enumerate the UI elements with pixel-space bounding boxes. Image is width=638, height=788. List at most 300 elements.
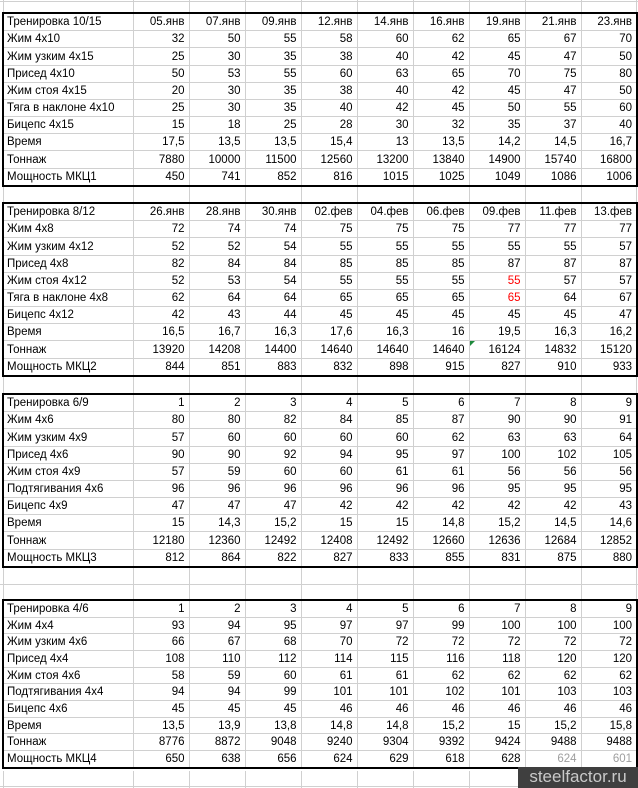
cell[interactable]: 64 (581, 429, 637, 446)
row-label[interactable]: Жим стоя 4x9 (3, 463, 133, 480)
cell[interactable]: 35 (245, 99, 301, 116)
cell[interactable]: 883 (245, 358, 301, 376)
cell[interactable]: 45 (413, 99, 469, 116)
cell[interactable]: 47 (133, 498, 189, 515)
cell[interactable]: 15120 (581, 341, 637, 358)
cell[interactable]: 100 (525, 617, 581, 634)
cell[interactable]: 95 (469, 480, 525, 497)
cell[interactable]: 14640 (413, 341, 469, 358)
row-label[interactable]: Жим узким 4x6 (3, 634, 133, 651)
cell[interactable]: 15 (469, 717, 525, 734)
cell[interactable]: 9304 (357, 734, 413, 751)
cell[interactable]: 57 (133, 463, 189, 480)
cell[interactable]: 80 (189, 412, 245, 429)
cell[interactable]: 87 (469, 255, 525, 272)
cell[interactable]: 90 (133, 446, 189, 463)
cell[interactable]: 57 (581, 238, 637, 255)
column-header[interactable]: 8 (525, 600, 581, 617)
cell[interactable]: 15 (301, 515, 357, 532)
row-label[interactable]: Тяга в наклоне 4x10 (3, 99, 133, 116)
cell[interactable]: 42 (357, 99, 413, 116)
cell[interactable]: 16 (413, 324, 469, 341)
row-label[interactable]: Подтягивания 4x4 (3, 684, 133, 701)
row-label[interactable]: Жим стоя 4x15 (3, 82, 133, 99)
cell[interactable]: 85 (357, 412, 413, 429)
row-label[interactable]: Присед 4x6 (3, 446, 133, 463)
cell[interactable]: 95 (525, 480, 581, 497)
cell[interactable]: 12852 (581, 532, 637, 549)
cell[interactable]: 827 (301, 549, 357, 567)
block-title[interactable]: Тренировка 4/6 (3, 600, 133, 617)
cell[interactable]: 60 (301, 65, 357, 82)
cell[interactable]: 47 (581, 307, 637, 324)
cell[interactable]: 656 (245, 751, 301, 768)
cell[interactable]: 14,6 (581, 515, 637, 532)
cell[interactable]: 45 (133, 701, 189, 718)
cell[interactable]: 52 (189, 238, 245, 255)
column-header[interactable]: 1 (133, 394, 189, 412)
cell[interactable]: 60 (301, 463, 357, 480)
row-label[interactable]: Тоннаж (3, 151, 133, 168)
cell[interactable]: 102 (525, 446, 581, 463)
cell[interactable]: 12360 (189, 532, 245, 549)
cell[interactable]: 18 (189, 117, 245, 134)
cell[interactable]: 96 (189, 480, 245, 497)
cell[interactable]: 46 (413, 701, 469, 718)
row-label[interactable]: Время (3, 324, 133, 341)
cell[interactable]: 105 (581, 446, 637, 463)
cell[interactable]: 12492 (245, 532, 301, 549)
cell[interactable]: 9240 (301, 734, 357, 751)
cell[interactable]: 60 (189, 429, 245, 446)
cell[interactable]: 70 (581, 31, 637, 48)
cell[interactable]: 816 (301, 168, 357, 186)
cell[interactable]: 100 (469, 617, 525, 634)
cell[interactable]: 13,9 (189, 717, 245, 734)
cell[interactable]: 8872 (189, 734, 245, 751)
cell[interactable]: 70 (301, 634, 357, 651)
cell[interactable]: 101 (469, 684, 525, 701)
cell[interactable]: 14832 (525, 341, 581, 358)
cell[interactable]: 85 (301, 255, 357, 272)
cell[interactable]: 84 (245, 255, 301, 272)
cell[interactable]: 13,8 (245, 717, 301, 734)
cell[interactable]: 65 (413, 289, 469, 306)
cell[interactable]: 855 (413, 549, 469, 567)
cell[interactable]: 12636 (469, 532, 525, 549)
column-header[interactable]: 5 (357, 394, 413, 412)
cell[interactable]: 13840 (413, 151, 469, 168)
cell[interactable]: 42 (413, 82, 469, 99)
cell[interactable]: 42 (525, 498, 581, 515)
cell[interactable]: 54 (245, 272, 301, 289)
cell[interactable]: 628 (469, 751, 525, 768)
cell[interactable]: 844 (133, 358, 189, 376)
cell[interactable]: 14640 (301, 341, 357, 358)
cell[interactable]: 55 (301, 238, 357, 255)
cell[interactable]: 833 (357, 549, 413, 567)
column-header[interactable]: 07.янв (189, 13, 245, 31)
column-header[interactable]: 1 (133, 600, 189, 617)
cell[interactable]: 54 (245, 238, 301, 255)
cell[interactable]: 13,5 (413, 134, 469, 151)
cell[interactable]: 15,2 (469, 515, 525, 532)
cell[interactable]: 62 (581, 667, 637, 684)
column-header[interactable]: 8 (525, 394, 581, 412)
cell[interactable]: 46 (581, 701, 637, 718)
row-label[interactable]: Тоннаж (3, 734, 133, 751)
cell[interactable]: 58 (301, 31, 357, 48)
column-header[interactable]: 4 (301, 600, 357, 617)
column-header[interactable]: 7 (469, 600, 525, 617)
column-header[interactable]: 05.янв (133, 13, 189, 31)
cell[interactable]: 85 (357, 255, 413, 272)
cell[interactable]: 75 (301, 221, 357, 238)
cell[interactable]: 47 (189, 498, 245, 515)
cell[interactable]: 14,8 (413, 515, 469, 532)
cell[interactable]: 60 (357, 31, 413, 48)
column-header[interactable]: 12.янв (301, 13, 357, 31)
cell[interactable]: 16,3 (525, 324, 581, 341)
cell[interactable]: 72 (413, 634, 469, 651)
cell[interactable]: 101 (301, 684, 357, 701)
cell[interactable]: 17,5 (133, 134, 189, 151)
cell[interactable]: 96 (301, 480, 357, 497)
cell[interactable]: 14,2 (469, 134, 525, 151)
cell[interactable]: 65 (301, 289, 357, 306)
cell[interactable]: 13,5 (189, 134, 245, 151)
cell[interactable]: 110 (189, 651, 245, 668)
cell[interactable]: 60 (245, 429, 301, 446)
cell[interactable]: 64 (245, 289, 301, 306)
cell[interactable]: 7880 (133, 151, 189, 168)
cell[interactable]: 831 (469, 549, 525, 567)
cell[interactable]: 56 (469, 463, 525, 480)
cell[interactable]: 97 (357, 617, 413, 634)
cell[interactable]: 50 (581, 48, 637, 65)
cell[interactable]: 9488 (525, 734, 581, 751)
cell[interactable]: 97 (413, 446, 469, 463)
row-label[interactable]: Бицепс 4x15 (3, 117, 133, 134)
cell[interactable]: 103 (581, 684, 637, 701)
cell[interactable]: 20 (133, 82, 189, 99)
cell[interactable]: 67 (189, 634, 245, 651)
cell[interactable]: 450 (133, 168, 189, 186)
cell[interactable]: 42 (301, 498, 357, 515)
cell[interactable]: 75 (357, 221, 413, 238)
cell[interactable]: 120 (525, 651, 581, 668)
cell[interactable]: 95 (581, 480, 637, 497)
cell[interactable]: 40 (357, 82, 413, 99)
cell[interactable]: 87 (581, 255, 637, 272)
cell[interactable]: 8776 (133, 734, 189, 751)
cell[interactable]: 55 (301, 272, 357, 289)
cell[interactable]: 864 (189, 549, 245, 567)
column-header[interactable]: 06.фев (413, 203, 469, 221)
cell[interactable]: 84 (189, 255, 245, 272)
cell[interactable]: 82 (245, 412, 301, 429)
cell[interactable]: 624 (301, 751, 357, 768)
cell[interactable]: 62 (413, 667, 469, 684)
row-label[interactable]: Мощность МКЦ4 (3, 751, 133, 768)
cell[interactable]: 852 (245, 168, 301, 186)
cell[interactable]: 74 (189, 221, 245, 238)
cell[interactable]: 65 (469, 289, 525, 306)
cell[interactable]: 118 (469, 651, 525, 668)
cell[interactable]: 45 (301, 307, 357, 324)
cell[interactable]: 99 (413, 617, 469, 634)
cell[interactable]: 35 (245, 48, 301, 65)
column-header[interactable]: 6 (413, 600, 469, 617)
cell[interactable]: 75 (413, 221, 469, 238)
cell[interactable]: 15,4 (301, 134, 357, 151)
cell[interactable]: 14,8 (301, 717, 357, 734)
cell[interactable]: 47 (525, 48, 581, 65)
cell[interactable]: 13,5 (245, 134, 301, 151)
cell[interactable]: 13920 (133, 341, 189, 358)
row-label[interactable]: Мощность МКЦ3 (3, 549, 133, 567)
cell[interactable]: 55 (469, 238, 525, 255)
cell[interactable]: 59 (189, 463, 245, 480)
cell[interactable]: 37 (525, 117, 581, 134)
cell[interactable]: 45 (469, 307, 525, 324)
cell[interactable]: 741 (189, 168, 245, 186)
cell[interactable]: 77 (581, 221, 637, 238)
cell[interactable]: 1006 (581, 168, 637, 186)
column-header[interactable]: 4 (301, 394, 357, 412)
cell[interactable]: 15740 (525, 151, 581, 168)
row-label[interactable]: Жим узким 4x15 (3, 48, 133, 65)
row-label[interactable]: Время (3, 717, 133, 734)
cell[interactable]: 16,5 (133, 324, 189, 341)
cell[interactable]: 52 (133, 272, 189, 289)
cell[interactable]: 59 (189, 667, 245, 684)
cell[interactable]: 14400 (245, 341, 301, 358)
cell[interactable]: 75 (525, 65, 581, 82)
column-header[interactable]: 2 (189, 394, 245, 412)
row-label[interactable]: Жим 4x10 (3, 31, 133, 48)
cell[interactable]: 1025 (413, 168, 469, 186)
cell[interactable]: 12660 (413, 532, 469, 549)
cell[interactable]: 30 (357, 117, 413, 134)
cell[interactable]: 822 (245, 549, 301, 567)
row-label[interactable]: Тяга в наклоне 4x8 (3, 289, 133, 306)
row-label[interactable]: Мощность МКЦ2 (3, 358, 133, 376)
cell[interactable]: 16,7 (581, 134, 637, 151)
column-header[interactable]: 7 (469, 394, 525, 412)
row-label[interactable]: Бицепс 4x12 (3, 307, 133, 324)
cell[interactable]: 42 (469, 498, 525, 515)
column-header[interactable]: 14.янв (357, 13, 413, 31)
row-label[interactable]: Время (3, 515, 133, 532)
cell[interactable]: 65 (413, 65, 469, 82)
cell[interactable]: 42 (357, 498, 413, 515)
cell[interactable]: 55 (357, 272, 413, 289)
cell[interactable]: 1086 (525, 168, 581, 186)
cell[interactable]: 101 (357, 684, 413, 701)
row-label[interactable]: Тоннаж (3, 341, 133, 358)
cell[interactable]: 1015 (357, 168, 413, 186)
cell[interactable]: 875 (525, 549, 581, 567)
column-header[interactable]: 26.янв (133, 203, 189, 221)
cell[interactable]: 57 (525, 272, 581, 289)
cell[interactable]: 32 (133, 31, 189, 48)
cell[interactable]: 60 (245, 463, 301, 480)
cell[interactable]: 93 (133, 617, 189, 634)
cell[interactable]: 84 (301, 412, 357, 429)
cell[interactable]: 25 (245, 117, 301, 134)
column-header[interactable]: 04.фев (357, 203, 413, 221)
cell[interactable]: 50 (581, 82, 637, 99)
cell[interactable]: 103 (525, 684, 581, 701)
cell[interactable]: 42 (413, 48, 469, 65)
cell[interactable]: 53 (189, 272, 245, 289)
cell[interactable]: 85 (413, 255, 469, 272)
cell[interactable]: 55 (413, 272, 469, 289)
column-header[interactable]: 9 (581, 600, 637, 617)
cell[interactable]: 19,5 (469, 324, 525, 341)
column-header[interactable]: 11.фев (525, 203, 581, 221)
row-label[interactable]: Жим 4x8 (3, 221, 133, 238)
cell[interactable]: 62 (133, 289, 189, 306)
cell[interactable]: 12560 (301, 151, 357, 168)
cell[interactable]: 15 (133, 515, 189, 532)
cell[interactable]: 44 (245, 307, 301, 324)
cell[interactable]: 61 (357, 667, 413, 684)
cell[interactable]: 67 (581, 289, 637, 306)
cell[interactable]: 45 (525, 307, 581, 324)
cell[interactable]: 52 (133, 238, 189, 255)
cell[interactable]: 14,8 (357, 717, 413, 734)
cell[interactable]: 90 (525, 412, 581, 429)
row-label[interactable]: Жим узким 4x12 (3, 238, 133, 255)
cell[interactable]: 62 (413, 429, 469, 446)
row-label[interactable]: Присед 4x8 (3, 255, 133, 272)
column-header[interactable]: 28.янв (189, 203, 245, 221)
cell[interactable]: 46 (525, 701, 581, 718)
cell[interactable]: 45 (413, 307, 469, 324)
cell[interactable]: 72 (469, 634, 525, 651)
column-header[interactable]: 2 (189, 600, 245, 617)
cell[interactable]: 62 (525, 667, 581, 684)
cell[interactable]: 120 (581, 651, 637, 668)
cell[interactable]: 50 (133, 65, 189, 82)
cell[interactable]: 30 (189, 82, 245, 99)
column-header[interactable]: 6 (413, 394, 469, 412)
row-label[interactable]: Жим 4x4 (3, 617, 133, 634)
cell[interactable]: 112 (245, 651, 301, 668)
cell[interactable]: 14,5 (525, 515, 581, 532)
cell[interactable]: 114 (301, 651, 357, 668)
cell[interactable]: 14,5 (525, 134, 581, 151)
cell[interactable]: 61 (413, 463, 469, 480)
cell[interactable]: 60 (581, 99, 637, 116)
cell[interactable]: 12492 (357, 532, 413, 549)
column-header[interactable]: 9 (581, 394, 637, 412)
cell[interactable]: 72 (581, 634, 637, 651)
cell[interactable]: 14900 (469, 151, 525, 168)
cell[interactable]: 47 (245, 498, 301, 515)
cell[interactable]: 45 (189, 701, 245, 718)
cell[interactable]: 15,8 (581, 717, 637, 734)
cell[interactable]: 115 (357, 651, 413, 668)
cell[interactable]: 94 (133, 684, 189, 701)
row-label[interactable]: Присед 4x4 (3, 651, 133, 668)
cell[interactable]: 60 (301, 429, 357, 446)
cell[interactable]: 624 (525, 751, 581, 768)
cell[interactable]: 63 (357, 65, 413, 82)
cell[interactable]: 62 (469, 667, 525, 684)
cell[interactable]: 99 (245, 684, 301, 701)
column-header[interactable]: 3 (245, 600, 301, 617)
cell[interactable]: 10000 (189, 151, 245, 168)
row-label[interactable]: Время (3, 134, 133, 151)
cell[interactable]: 42 (133, 307, 189, 324)
cell[interactable]: 915 (413, 358, 469, 376)
cell[interactable]: 64 (525, 289, 581, 306)
cell[interactable]: 14,3 (189, 515, 245, 532)
cell[interactable]: 61 (301, 667, 357, 684)
cell[interactable]: 61 (357, 463, 413, 480)
cell[interactable]: 60 (245, 667, 301, 684)
row-label[interactable]: Подтягивания 4x6 (3, 480, 133, 497)
cell[interactable]: 16,3 (245, 324, 301, 341)
cell[interactable]: 94 (301, 446, 357, 463)
cell[interactable]: 16800 (581, 151, 637, 168)
cell[interactable]: 90 (189, 446, 245, 463)
cell[interactable]: 46 (469, 701, 525, 718)
cell[interactable]: 80 (133, 412, 189, 429)
cell[interactable]: 80 (581, 65, 637, 82)
cell[interactable]: 63 (469, 429, 525, 446)
cell[interactable]: 601 (581, 751, 637, 768)
cell[interactable]: 43 (189, 307, 245, 324)
cell[interactable]: 9392 (413, 734, 469, 751)
cell[interactable]: 102 (413, 684, 469, 701)
cell[interactable]: 45 (357, 307, 413, 324)
cell[interactable]: 55 (413, 238, 469, 255)
cell[interactable]: 898 (357, 358, 413, 376)
cell[interactable]: 77 (525, 221, 581, 238)
cell[interactable]: 14640 (357, 341, 413, 358)
cell[interactable]: 116 (413, 651, 469, 668)
cell[interactable]: 62 (413, 31, 469, 48)
cell[interactable]: 16,7 (189, 324, 245, 341)
column-header[interactable]: 13.фев (581, 203, 637, 221)
cell[interactable]: 94 (189, 684, 245, 701)
cell[interactable]: 38 (301, 82, 357, 99)
cell[interactable]: 72 (133, 221, 189, 238)
cell[interactable]: 13200 (357, 151, 413, 168)
cell[interactable]: 16,2 (581, 324, 637, 341)
cell[interactable]: 74 (245, 221, 301, 238)
cell[interactable]: 100 (469, 446, 525, 463)
cell[interactable]: 55 (245, 31, 301, 48)
cell[interactable]: 35 (469, 117, 525, 134)
cell[interactable]: 56 (581, 463, 637, 480)
cell[interactable]: 13 (357, 134, 413, 151)
block-title[interactable]: Тренировка 10/15 (3, 13, 133, 31)
cell[interactable]: 55 (525, 238, 581, 255)
cell[interactable]: 933 (581, 358, 637, 376)
row-label[interactable]: Жим стоя 4x12 (3, 272, 133, 289)
cell[interactable]: 30 (189, 48, 245, 65)
block-title[interactable]: Тренировка 6/9 (3, 394, 133, 412)
cell[interactable]: 910 (525, 358, 581, 376)
cell[interactable]: 46 (301, 701, 357, 718)
cell[interactable]: 17,6 (301, 324, 357, 341)
cell[interactable]: 12180 (133, 532, 189, 549)
